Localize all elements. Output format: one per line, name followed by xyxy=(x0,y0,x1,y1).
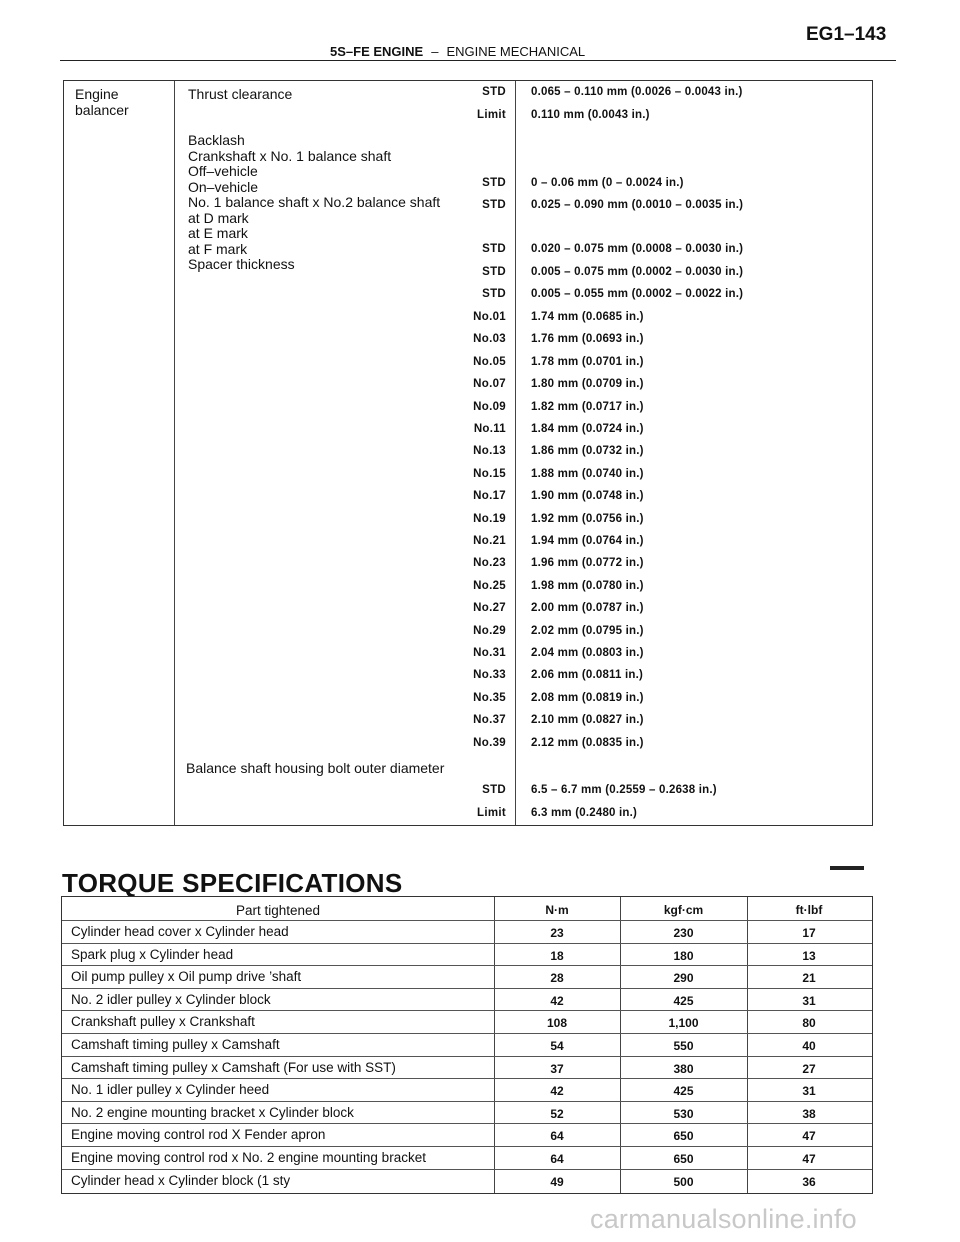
torque-nm-cell: 54 xyxy=(550,1039,564,1053)
torque-ftlbf-cell: 31 xyxy=(802,1084,816,1099)
torque-header-part: Part tightened xyxy=(235,903,321,918)
spec-item-thrust-clearance: Thrust clearance xyxy=(188,86,293,102)
torque-ftlbf-cell: 40 xyxy=(802,1039,816,1053)
engine-name: 5S–FE ENGINE xyxy=(330,44,424,59)
page-header-section xyxy=(330,44,585,59)
spec-item-bolt-diameter: Balance shaft housing bolt outer diameter xyxy=(186,760,445,776)
spec-item-backlash: Backlash Crankshaft x No. 1 balance shaft Off–vehicle On–vehicle No. 1 balance shaft x No.2 balance shaft at D mark at E mark at F mark Spacer thickness xyxy=(188,132,441,272)
spec-code: No.39 xyxy=(473,736,506,749)
table-row xyxy=(62,1078,872,1101)
torque-part-cell: No. 2 engine mounting bracket x Cylinder block xyxy=(71,1104,354,1120)
torque-part-cell: Spark plug x Cylinder head xyxy=(71,946,234,962)
spec-value: 2.00 mm (0.0787 in.) xyxy=(531,602,644,615)
torque-nm-cell: 28 xyxy=(550,971,564,986)
section-title: TORQUE SPECIFICATIONS xyxy=(62,868,403,898)
torque-nm-cell: 42 xyxy=(550,993,564,1008)
torque-part-cell: Engine moving control rod x No. 2 engine mounting bracket xyxy=(71,1150,426,1165)
spec-code: STD xyxy=(482,288,506,300)
spec-code: No.33 xyxy=(473,669,506,682)
table-row xyxy=(62,1169,872,1192)
spec-code: Limit xyxy=(477,807,506,819)
torque-kgfcm-cell: 290 xyxy=(673,971,694,986)
torque-nm-cell: 42 xyxy=(550,1084,564,1099)
spec-value: 2.12 mm (0.0835 in.) xyxy=(531,736,644,749)
torque-header-nm: N·m xyxy=(545,903,569,917)
spec-code: No.15 xyxy=(473,467,506,480)
torque-ftlbf-cell: 31 xyxy=(802,993,816,1008)
torque-part-cell: Cylinder head x Cylinder block (1 sty xyxy=(71,1172,291,1188)
table-row xyxy=(62,1033,872,1056)
table-row xyxy=(62,1101,872,1124)
page-code: EG1–143 xyxy=(806,24,887,45)
spec-code: Limit xyxy=(477,109,506,121)
spec-value: 1.80 mm (0.0709 in.) xyxy=(531,378,644,391)
torque-nm-cell: 108 xyxy=(546,1016,568,1031)
spec-value: 2.02 mm (0.0795 in.) xyxy=(531,624,644,637)
torque-kgfcm-cell: 500 xyxy=(673,1174,694,1189)
table-row xyxy=(62,965,872,988)
spec-value: 0.110 mm (0.0043 in.) xyxy=(531,109,650,121)
spec-code: STD xyxy=(482,199,506,211)
spec-value: 1.76 mm (0.0693 in.) xyxy=(531,333,644,346)
spec-value: 1.74 mm (0.0685 in.) xyxy=(531,311,644,323)
torque-kgfcm-cell: 180 xyxy=(673,948,694,963)
spec-value: 2.08 mm (0.0819 in.) xyxy=(531,691,644,704)
table-row xyxy=(62,920,872,943)
spec-value: 1.94 mm (0.0764 in.) xyxy=(531,535,644,547)
torque-ftlbf-cell: 47 xyxy=(802,1129,816,1144)
spec-code: STD xyxy=(482,243,506,255)
spec-code: No.29 xyxy=(473,624,506,637)
component-label: Engine balancer xyxy=(75,86,129,118)
torque-part-cell: Engine moving control rod X Fender apron xyxy=(71,1127,326,1143)
watermark: carmanualsonline.info xyxy=(590,1204,857,1234)
spec-code: No.23 xyxy=(473,557,506,570)
torque-header-kgfcm: kgf·cm xyxy=(663,903,704,917)
header-separator: – xyxy=(431,44,439,59)
torque-header-ftlbf: ft·lbf xyxy=(795,903,823,917)
table-row xyxy=(62,1010,872,1033)
spec-code: No.05 xyxy=(473,355,506,368)
torque-ftlbf-cell: 47 xyxy=(802,1152,816,1166)
spec-code: No.37 xyxy=(473,714,506,727)
spec-value: 0.005 – 0.055 mm (0.0002 – 0.0022 in.) xyxy=(531,288,744,300)
torque-nm-cell: 64 xyxy=(550,1152,564,1166)
table-row xyxy=(62,1056,872,1079)
torque-kgfcm-cell: 380 xyxy=(673,1061,694,1076)
spec-value: 1.98 mm (0.0780 in.) xyxy=(531,579,644,592)
spec-value: 1.88 mm (0.0740 in.) xyxy=(531,467,644,480)
spec-code: No.09 xyxy=(473,400,506,413)
torque-kgfcm-cell: 425 xyxy=(673,1084,694,1099)
torque-nm-cell: 52 xyxy=(550,1106,564,1121)
spec-value: 2.06 mm (0.0811 in.) xyxy=(531,669,644,682)
spec-value: 0.025 – 0.090 mm (0.0010 – 0.0035 in.) xyxy=(531,199,744,211)
spec-value: 0.065 – 0.110 mm (0.0026 – 0.0043 in.) xyxy=(531,86,743,98)
spec-value: 1.84 mm (0.0724 in.) xyxy=(531,423,644,435)
spec-code: No.01 xyxy=(473,311,506,323)
spec-value: 1.90 mm (0.0748 in.) xyxy=(531,490,644,503)
spec-value: 1.96 mm (0.0772 in.) xyxy=(531,557,644,570)
torque-table xyxy=(61,896,873,1194)
figure-code-mark xyxy=(830,866,864,870)
spec-code: No.21 xyxy=(473,535,506,547)
header-rule xyxy=(60,60,896,61)
spec-value: 1.78 mm (0.0701 in.) xyxy=(531,355,644,368)
table-row xyxy=(62,943,872,966)
spec-value: 1.86 mm (0.0732 in.) xyxy=(531,445,644,458)
section-name: ENGINE MECHANICAL xyxy=(446,44,586,59)
table-row xyxy=(62,1123,872,1146)
torque-nm-cell: 23 xyxy=(550,926,564,940)
torque-part-cell: No. 2 idler pulley x Cylinder block xyxy=(71,991,271,1007)
spec-code: STD xyxy=(482,784,506,796)
spec-divider-1 xyxy=(174,81,175,825)
spec-code: No.25 xyxy=(473,579,506,592)
spec-code: No.35 xyxy=(473,691,506,704)
torque-kgfcm-cell: 650 xyxy=(673,1152,694,1166)
torque-ftlbf-cell: 80 xyxy=(802,1016,816,1031)
spec-value: 2.04 mm (0.0803 in.) xyxy=(531,647,644,659)
spec-value: 6.5 – 6.7 mm (0.2559 – 0.2638 in.) xyxy=(531,784,717,796)
spec-code: STD xyxy=(482,86,506,98)
spec-code: No.07 xyxy=(473,378,506,391)
torque-nm-cell: 37 xyxy=(550,1061,564,1076)
spec-value: 1.82 mm (0.0717 in.) xyxy=(531,400,644,413)
spec-code: STD xyxy=(482,177,506,189)
table-row xyxy=(62,988,872,1011)
spec-value: 2.10 mm (0.0827 in.) xyxy=(531,714,644,727)
torque-kgfcm-cell: 425 xyxy=(673,993,694,1008)
torque-nm-cell: 49 xyxy=(550,1174,564,1189)
torque-ftlbf-cell: 38 xyxy=(802,1106,816,1121)
torque-ftlbf-cell: 21 xyxy=(802,971,816,986)
spec-table xyxy=(63,80,873,826)
spec-code: STD xyxy=(482,266,506,278)
torque-part-cell: Camshaft timing pulley x Camshaft (For use with SST) xyxy=(71,1059,396,1075)
torque-ftlbf-cell: 17 xyxy=(802,926,816,940)
torque-kgfcm-cell: 550 xyxy=(673,1039,694,1053)
spec-code: No.27 xyxy=(473,602,506,615)
spec-value: 0 – 0.06 mm (0 – 0.0024 in.) xyxy=(531,177,684,189)
spec-value: 0.005 – 0.075 mm (0.0002 – 0.0030 in.) xyxy=(531,266,744,278)
torque-ftlbf-cell: 13 xyxy=(802,948,816,963)
spec-code: No.31 xyxy=(473,647,506,659)
spec-code: No.17 xyxy=(473,490,506,503)
spec-value: 0.020 – 0.075 mm (0.0008 – 0.0030 in.) xyxy=(531,243,744,255)
spec-value: 6.3 mm (0.2480 in.) xyxy=(531,807,638,819)
torque-part-cell: Crankshaft pulley x Crankshaft xyxy=(71,1014,255,1030)
spec-value: 1.92 mm (0.0756 in.) xyxy=(531,512,644,525)
torque-nm-cell: 64 xyxy=(550,1129,564,1144)
table-row xyxy=(62,1146,872,1169)
spec-code: No.11 xyxy=(473,423,506,435)
torque-kgfcm-cell: 230 xyxy=(673,926,694,940)
torque-kgfcm-cell: 530 xyxy=(673,1106,694,1121)
torque-nm-cell: 18 xyxy=(550,948,564,963)
torque-part-cell: No. 1 idler pulley x Cylinder heed xyxy=(71,1082,270,1098)
torque-part-cell: Camshaft timing pulley x Camshaft xyxy=(71,1037,280,1052)
spec-divider-2 xyxy=(515,81,516,825)
torque-ftlbf-cell: 27 xyxy=(802,1061,816,1076)
torque-kgfcm-cell: 650 xyxy=(673,1129,694,1144)
torque-kgfcm-cell: 1,100 xyxy=(668,1016,699,1031)
torque-part-cell: Oil pump pulley x Oil pump drive ’shaft xyxy=(71,969,302,985)
spec-code: No.13 xyxy=(473,445,506,458)
spec-code: No.03 xyxy=(473,333,506,346)
torque-ftlbf-cell: 36 xyxy=(802,1174,816,1189)
spec-code: No.19 xyxy=(473,512,506,525)
torque-part-cell: Cylinder head cover x Cylinder head xyxy=(71,924,289,939)
